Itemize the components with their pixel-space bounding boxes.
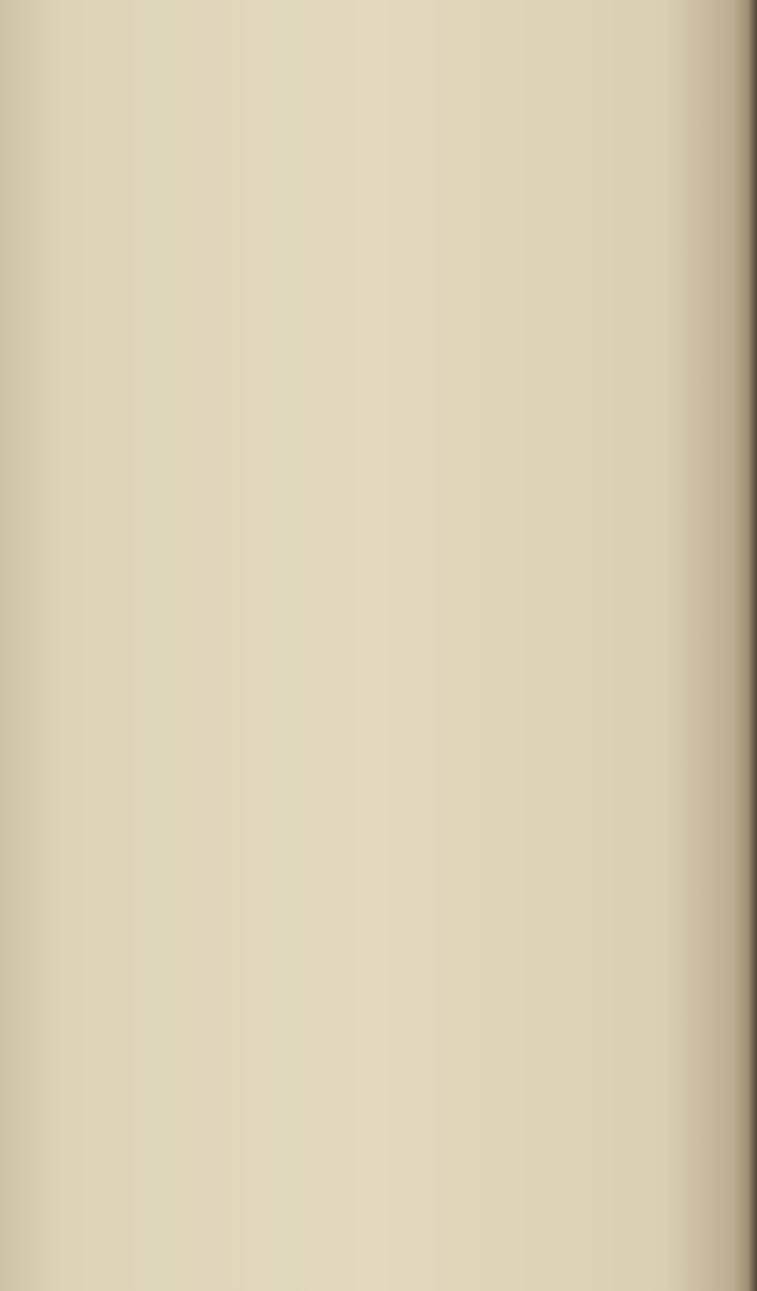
page-edge bbox=[747, 0, 757, 1291]
ornament-divider bbox=[272, 413, 492, 431]
